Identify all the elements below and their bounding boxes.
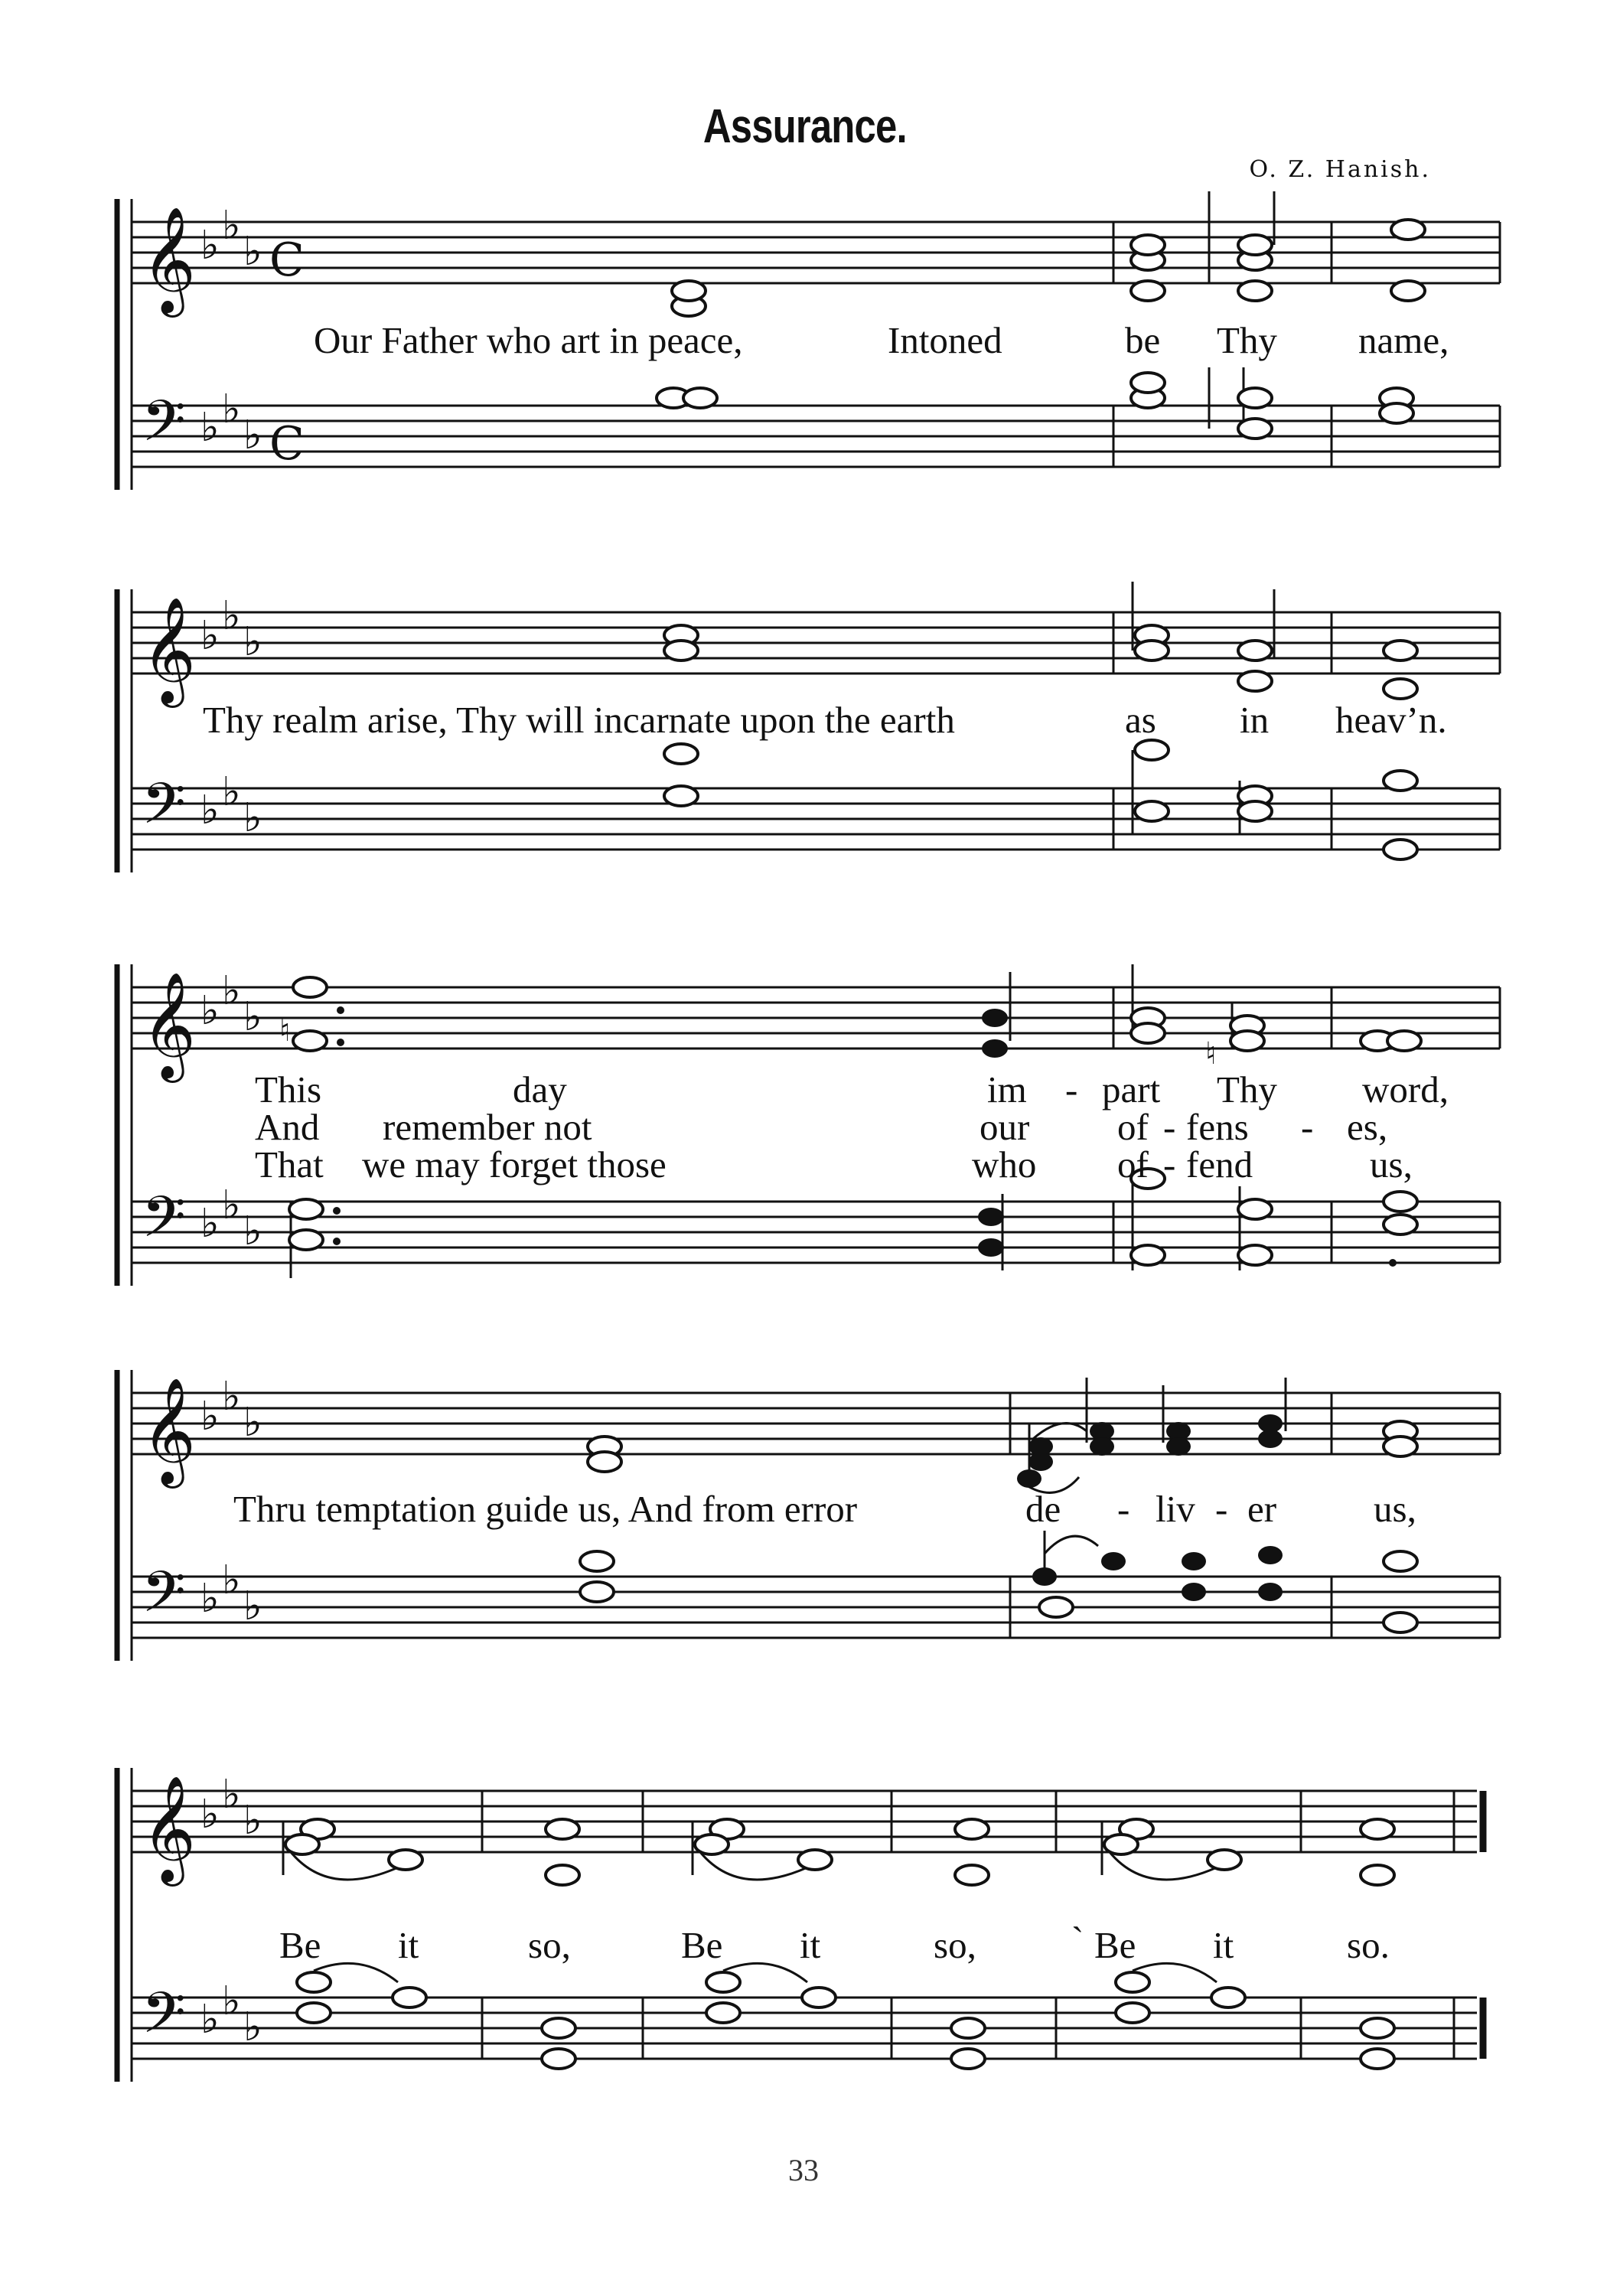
svg-text:♭: ♭ <box>243 2004 262 2050</box>
svg-text:♭: ♭ <box>243 229 262 275</box>
svg-text:♮: ♮ <box>279 1013 291 1049</box>
music-system-3 <box>0 941 1607 1309</box>
lyric-syllable: as <box>1125 699 1156 741</box>
lyric-syllable: de <box>1025 1488 1061 1530</box>
svg-text:♭: ♭ <box>200 1792 220 1838</box>
music-system-4 <box>0 1347 1607 1684</box>
lyric-syllable: - <box>1117 1488 1130 1530</box>
lyric-syllable: Thru temptation guide us, And from error <box>233 1488 858 1530</box>
svg-text:♭: ♭ <box>222 1374 241 1420</box>
lyric-syllable: so. <box>1347 1924 1390 1966</box>
lyric-syllable: Thy realm arise, Thy will incarnate upon the earth <box>203 699 955 741</box>
svg-text:♭: ♭ <box>222 203 241 249</box>
lyric-syllable: part <box>1102 1068 1161 1110</box>
lyric-syllable: heav’n. <box>1335 699 1447 741</box>
lyric-syllable: of <box>1117 1143 1149 1186</box>
svg-text:C: C <box>269 417 305 471</box>
svg-text:♭: ♭ <box>222 968 241 1014</box>
svg-text:♭: ♭ <box>243 1583 262 1629</box>
svg-text:𝄞: 𝄞 <box>142 207 196 313</box>
svg-text:♭: ♭ <box>200 405 220 451</box>
svg-text:♭: ♭ <box>200 1201 220 1247</box>
svg-text:♭: ♭ <box>243 994 262 1040</box>
lyric-syllable: Be <box>279 1924 321 1966</box>
lyric-syllable: day <box>513 1068 567 1110</box>
lyric-syllable: This <box>255 1068 322 1110</box>
svg-text:♭: ♭ <box>222 1772 241 1818</box>
svg-text:♭: ♭ <box>243 1208 262 1254</box>
lyric-syllable: ` <box>1071 1919 1084 1961</box>
lyric-syllable: in <box>1240 699 1270 741</box>
music-system-1 <box>0 176 1607 505</box>
svg-text:♭: ♭ <box>200 1997 220 2043</box>
lyric-syllable: we may forget those <box>362 1143 667 1186</box>
svg-text:♭: ♭ <box>222 1978 241 2024</box>
svg-text:♭: ♭ <box>200 1576 220 1622</box>
lyric-syllable: fens <box>1186 1106 1249 1148</box>
svg-text:𝄢: 𝄢 <box>142 388 186 468</box>
svg-text:♭: ♭ <box>200 788 220 833</box>
svg-text:♭: ♭ <box>222 1557 241 1603</box>
svg-text:♭: ♭ <box>243 413 262 458</box>
svg-text:♭: ♭ <box>243 795 262 841</box>
svg-text:♭: ♭ <box>222 593 241 639</box>
lyric-syllable: That <box>255 1143 324 1186</box>
lyric-syllable: Our Father who art in peace, <box>314 319 743 361</box>
svg-text:C: C <box>269 233 305 287</box>
composer-credit: O. Z. Hanish. <box>1249 156 1431 183</box>
lyric-syllable: it <box>800 1924 821 1966</box>
svg-text:𝄢: 𝄢 <box>142 1184 186 1264</box>
lyric-syllable: fend <box>1186 1143 1253 1186</box>
lyric-syllable: liv <box>1156 1488 1195 1530</box>
lyric-syllable: name, <box>1358 319 1449 361</box>
music-system-2 <box>0 566 1607 903</box>
lyric-syllable: - <box>1163 1106 1176 1148</box>
lyric-syllable: es, <box>1347 1106 1388 1148</box>
lyric-syllable: us, <box>1370 1143 1413 1186</box>
svg-text:♭: ♭ <box>222 769 241 815</box>
lyric-syllable: - <box>1065 1068 1078 1110</box>
lyric-syllable: im <box>987 1068 1027 1110</box>
svg-text:𝄞: 𝄞 <box>142 972 196 1078</box>
svg-text:♭: ♭ <box>243 1400 262 1446</box>
lyric-syllable: be <box>1125 319 1161 361</box>
lyric-syllable: of <box>1117 1106 1149 1148</box>
page-number: 33 <box>788 2153 819 2187</box>
svg-text:♭: ♭ <box>243 1798 262 1844</box>
lyric-syllable: Thy <box>1217 1068 1277 1110</box>
lyric-syllable: Thy <box>1217 319 1277 361</box>
svg-text:𝄢: 𝄢 <box>142 771 186 851</box>
lyric-syllable: word, <box>1362 1068 1449 1110</box>
lyric-syllable: Be <box>681 1924 723 1966</box>
svg-text:♭: ♭ <box>200 613 220 659</box>
lyric-syllable: Intoned <box>888 319 1002 361</box>
svg-text:𝄞: 𝄞 <box>142 597 196 703</box>
lyric-syllable: so, <box>528 1924 571 1966</box>
lyric-syllable: us, <box>1374 1488 1416 1530</box>
svg-text:𝄞: 𝄞 <box>142 1776 196 1882</box>
lyric-syllable: Be <box>1094 1924 1136 1966</box>
svg-text:♭: ♭ <box>200 1394 220 1440</box>
svg-text:♭: ♭ <box>222 386 241 432</box>
lyric-syllable: it <box>398 1924 419 1966</box>
lyric-syllable: our <box>980 1106 1030 1148</box>
svg-text:♭: ♭ <box>243 619 262 665</box>
music-system-5 <box>0 1745 1607 2112</box>
lyric-syllable: remember not <box>383 1106 592 1148</box>
svg-text:♭: ♭ <box>200 988 220 1034</box>
lyric-syllable: it <box>1213 1924 1234 1966</box>
svg-text:𝄢: 𝄢 <box>142 1980 186 2060</box>
lyric-syllable: so, <box>934 1924 976 1966</box>
lyric-syllable: - <box>1301 1106 1314 1148</box>
svg-text:♭: ♭ <box>222 1182 241 1228</box>
lyric-syllable: er <box>1247 1488 1277 1530</box>
svg-text:𝄞: 𝄞 <box>142 1378 196 1484</box>
lyric-syllable: - <box>1163 1143 1176 1186</box>
svg-text:𝄢: 𝄢 <box>142 1559 186 1639</box>
hymn-title: Assurance. <box>702 100 907 153</box>
svg-text:♮: ♮ <box>1205 1036 1217 1071</box>
lyric-syllable: - <box>1215 1488 1228 1530</box>
svg-text:♭: ♭ <box>200 223 220 269</box>
lyric-syllable: who <box>972 1143 1037 1186</box>
lyric-syllable: And <box>255 1106 320 1148</box>
